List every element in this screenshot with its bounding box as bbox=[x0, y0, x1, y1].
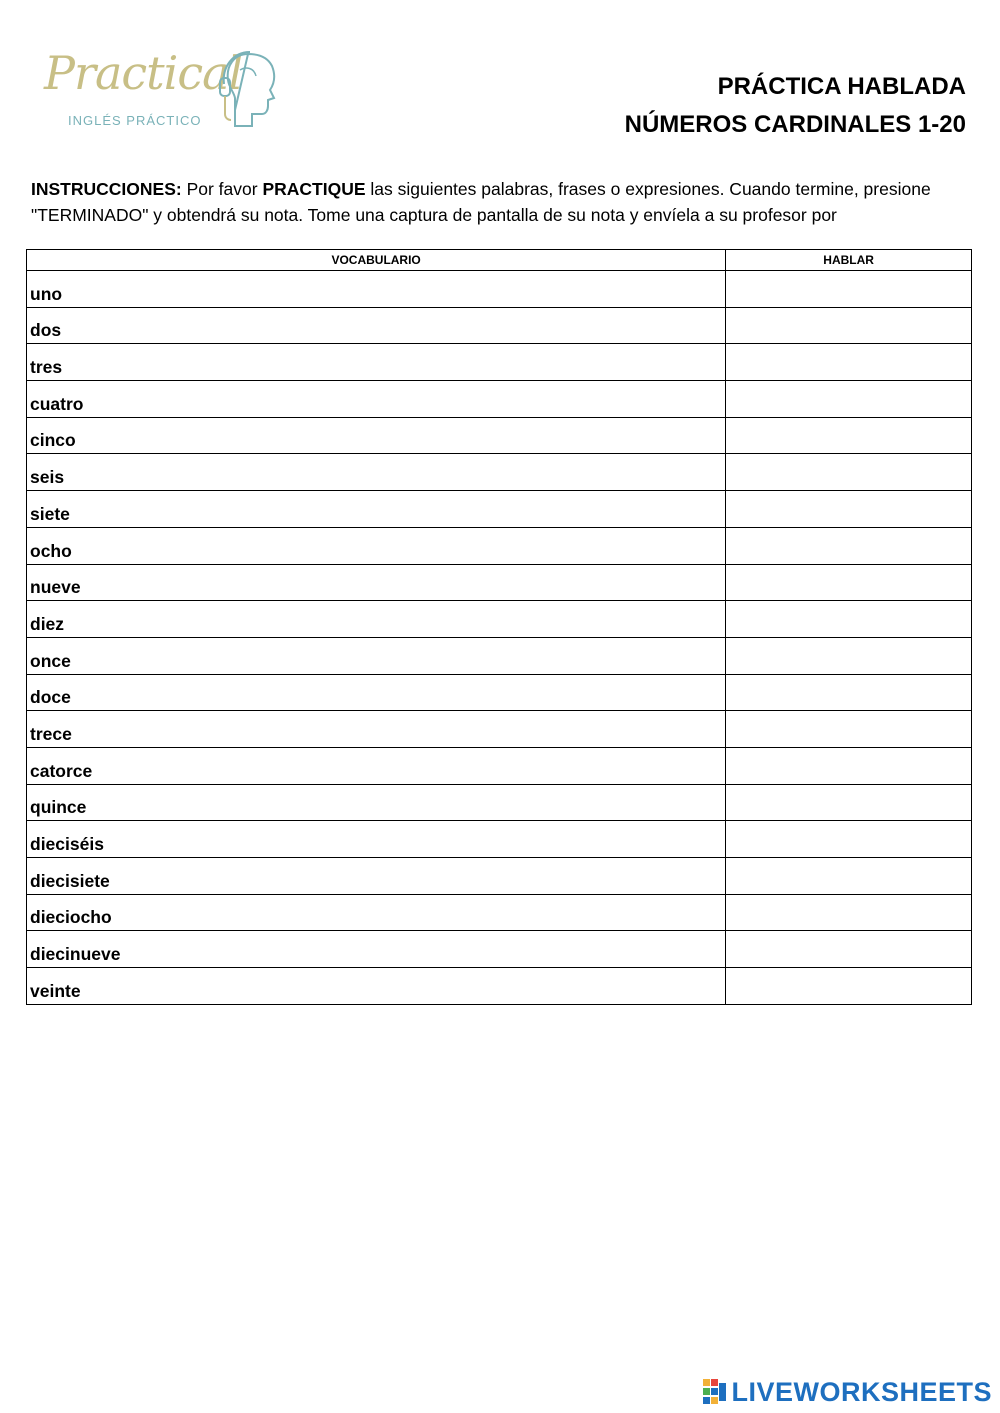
vocab-word: seis bbox=[27, 454, 726, 491]
speak-button-cell[interactable] bbox=[726, 417, 972, 454]
speak-button-cell[interactable] bbox=[726, 601, 972, 638]
table-row bbox=[27, 931, 972, 968]
table-row bbox=[27, 307, 972, 344]
speak-button-cell[interactable] bbox=[726, 491, 972, 528]
speak-button-cell[interactable] bbox=[726, 747, 972, 784]
speak-button-cell[interactable] bbox=[726, 527, 972, 564]
brand-text: LIVEWORKSHEETS bbox=[731, 1376, 992, 1407]
instructions bbox=[31, 176, 971, 228]
table-row bbox=[27, 711, 972, 748]
liveworksheets-brand bbox=[703, 1377, 992, 1407]
vocab-word: dieciocho bbox=[27, 894, 726, 931]
speak-button-cell[interactable] bbox=[726, 344, 972, 381]
speak-button-cell[interactable] bbox=[726, 931, 972, 968]
vocabulary-table bbox=[26, 249, 972, 1005]
table-row bbox=[27, 271, 972, 308]
vocab-word: siete bbox=[27, 491, 726, 528]
vocab-word: cuatro bbox=[27, 381, 726, 418]
instructions-emphasis: PRACTIQUE bbox=[262, 179, 366, 199]
table-row bbox=[27, 784, 972, 821]
vocab-word: dieciséis bbox=[27, 821, 726, 858]
table-row bbox=[27, 344, 972, 381]
speak-button-cell[interactable] bbox=[726, 711, 972, 748]
logo bbox=[42, 48, 287, 136]
speak-button-cell[interactable] bbox=[726, 564, 972, 601]
speak-button-cell[interactable] bbox=[726, 894, 972, 931]
logo-subtitle: INGLÉS PRÁCTICO bbox=[68, 113, 202, 128]
table-row bbox=[27, 894, 972, 931]
title-line-2: NÚMEROS CARDINALES 1-20 bbox=[624, 111, 966, 138]
vocab-word: cinco bbox=[27, 417, 726, 454]
instructions-text-2: las siguientes palabras, frases o expresiones. Cuando termine, presione "TERMINADO" y obtendrá su nota. Tome una captura de pantalla de su nota y envíela a su profesor por bbox=[31, 179, 931, 225]
speak-button-cell[interactable] bbox=[726, 784, 972, 821]
speak-button-cell[interactable] bbox=[726, 674, 972, 711]
column-header-hablar: HABLAR bbox=[726, 250, 972, 271]
speak-button-cell[interactable] bbox=[726, 821, 972, 858]
headphones-head-icon bbox=[218, 48, 284, 132]
instructions-label: INSTRUCCIONES: bbox=[31, 179, 182, 199]
table-row bbox=[27, 417, 972, 454]
page-title bbox=[625, 68, 966, 144]
vocab-word: trece bbox=[27, 711, 726, 748]
speak-button-cell[interactable] bbox=[726, 271, 972, 308]
vocab-word: nueve bbox=[27, 564, 726, 601]
vocab-word: dos bbox=[27, 307, 726, 344]
table-row bbox=[27, 637, 972, 674]
table-header-row bbox=[27, 250, 972, 271]
vocab-word: diecinueve bbox=[27, 931, 726, 968]
speak-button-cell[interactable] bbox=[726, 307, 972, 344]
table-row bbox=[27, 674, 972, 711]
table-row bbox=[27, 968, 972, 1005]
table-row bbox=[27, 527, 972, 564]
instructions-text-1: Por favor bbox=[181, 179, 263, 199]
vocab-word: diecisiete bbox=[27, 858, 726, 895]
column-header-vocabulario: VOCABULARIO bbox=[27, 250, 726, 271]
table-row bbox=[27, 454, 972, 491]
table-row bbox=[27, 381, 972, 418]
vocab-word: tres bbox=[27, 344, 726, 381]
speak-button-cell[interactable] bbox=[726, 637, 972, 674]
vocab-word: doce bbox=[27, 674, 726, 711]
speak-button-cell[interactable] bbox=[726, 454, 972, 491]
speak-button-cell[interactable] bbox=[726, 968, 972, 1005]
vocab-word: once bbox=[27, 637, 726, 674]
vocab-word: quince bbox=[27, 784, 726, 821]
table-row bbox=[27, 491, 972, 528]
speak-button-cell[interactable] bbox=[726, 381, 972, 418]
vocab-word: veinte bbox=[27, 968, 726, 1005]
logo-script: Practical bbox=[44, 46, 243, 100]
vocab-word: diez bbox=[27, 601, 726, 638]
table-row bbox=[27, 601, 972, 638]
table-row bbox=[27, 821, 972, 858]
vocab-word: catorce bbox=[27, 747, 726, 784]
table-row bbox=[27, 564, 972, 601]
title-line-1: PRÁCTICA HABLADA bbox=[717, 73, 966, 100]
table-row bbox=[27, 747, 972, 784]
liveworksheets-logo-icon bbox=[703, 1379, 727, 1405]
table-row bbox=[27, 858, 972, 895]
vocab-word: ocho bbox=[27, 527, 726, 564]
vocab-word: uno bbox=[27, 271, 726, 308]
speak-button-cell[interactable] bbox=[726, 858, 972, 895]
